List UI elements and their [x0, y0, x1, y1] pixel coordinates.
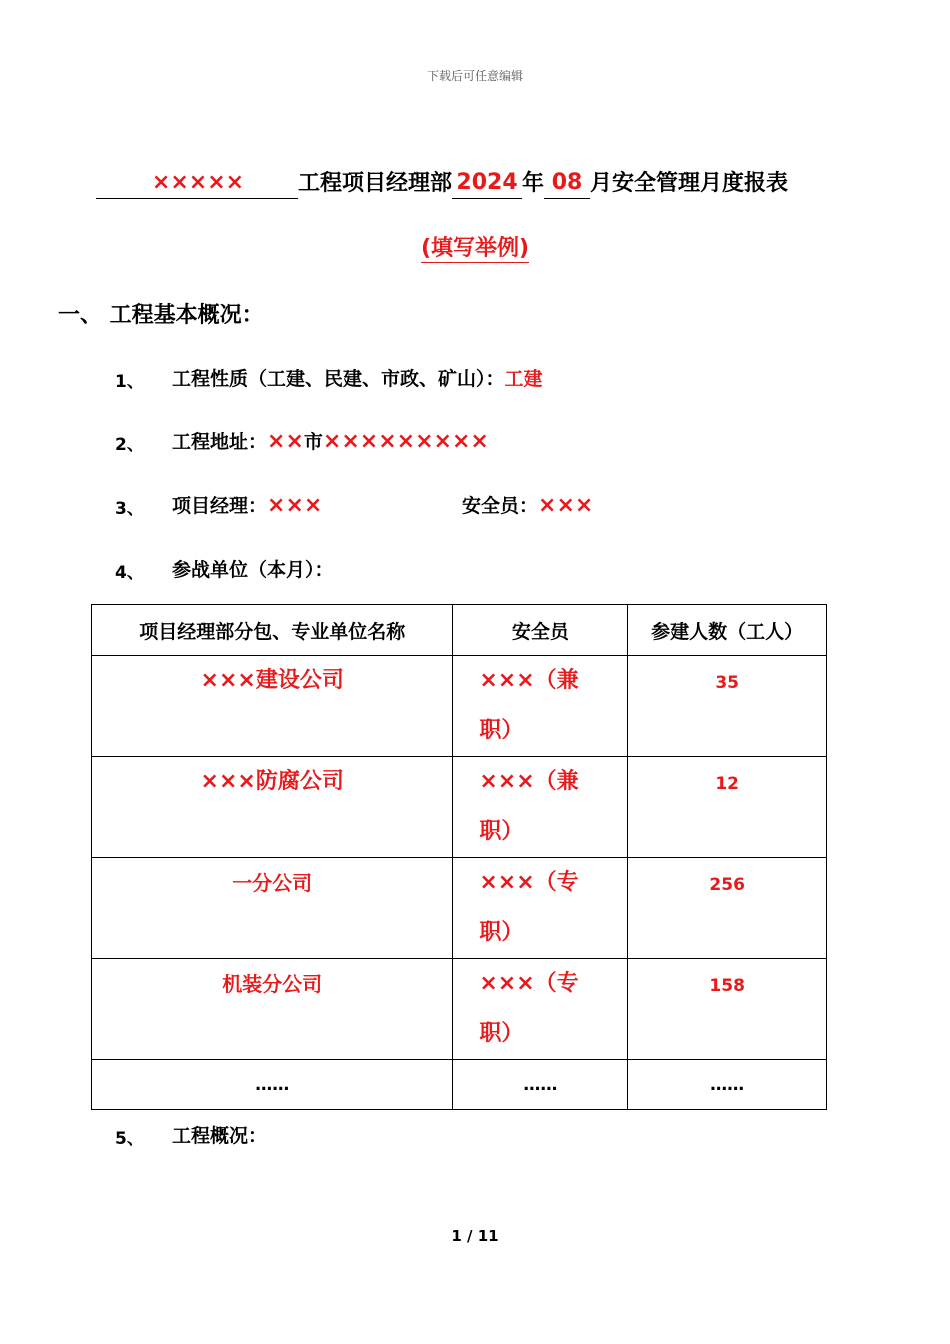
ellipsis-cell: ……	[453, 1060, 628, 1110]
table-header: 项目经理部分包、专业单位名称	[92, 605, 453, 656]
header-note: 下载后可任意编辑	[426, 69, 523, 83]
title-year: 2024	[452, 168, 522, 199]
table-header: 参建人数（工人）	[628, 605, 827, 656]
ellipsis-cell: ……	[628, 1060, 827, 1110]
table-header: 安全员	[453, 605, 628, 656]
page-number: 1 / 11	[451, 1227, 499, 1245]
item-label: 安全员：	[462, 495, 539, 517]
table-row	[92, 656, 827, 757]
table-row	[92, 959, 827, 1060]
table-row	[92, 858, 827, 959]
item-value: ×××××××××	[322, 429, 489, 454]
item-number: 3、	[115, 499, 144, 519]
item-row-2	[172, 427, 489, 454]
subtitle: (填写举例)	[420, 236, 530, 261]
item-value: 市	[303, 431, 323, 453]
item-row-1	[172, 364, 543, 391]
unit-count: 158	[709, 976, 745, 996]
title-company: ×××××	[134, 168, 262, 199]
unit-count: 256	[709, 875, 745, 895]
item-value: 工建	[504, 368, 543, 390]
item-label: 参战单位（本月）：	[172, 559, 334, 581]
item-label: 工程概况：	[172, 1125, 268, 1147]
title-text-1: 工程项目经理部	[298, 171, 453, 196]
units-table	[91, 604, 827, 1110]
section-heading: 一、 工程基本概况：	[58, 303, 264, 328]
ellipsis-cell: ……	[92, 1060, 453, 1110]
table-header-row	[92, 605, 827, 656]
item-row-3b	[462, 491, 593, 518]
report-title	[96, 168, 788, 199]
title-blank	[96, 168, 134, 199]
item-value: ×××	[267, 493, 323, 518]
title-text-2: 年	[522, 171, 545, 196]
item-value: ×××	[538, 493, 594, 518]
item-label: 项目经理：	[172, 495, 268, 517]
unit-count: 35	[715, 673, 739, 693]
title-month: 08	[544, 168, 590, 199]
item-label: 工程性质（工建、民建、市政、矿山）：	[172, 368, 505, 390]
table-row-ellipsis	[92, 1060, 827, 1110]
item-number: 1、	[115, 372, 144, 392]
unit-officer: ×××（兼职）	[479, 769, 579, 844]
unit-officer: ×××（专职）	[479, 971, 579, 1046]
item-row-3	[172, 491, 322, 518]
item-number: 5、	[115, 1129, 144, 1149]
unit-officer: ×××（专职）	[479, 870, 579, 945]
unit-count: 12	[715, 774, 739, 794]
unit-name: ×××防腐公司	[200, 769, 344, 794]
table-row	[92, 757, 827, 858]
unit-officer: ×××（兼职）	[479, 668, 579, 743]
item-label: 工程地址：	[172, 431, 268, 453]
item-number: 2、	[115, 435, 144, 455]
item-number: 4、	[115, 563, 144, 583]
unit-name: ×××建设公司	[200, 668, 344, 693]
item-value: ××	[267, 429, 304, 454]
title-text-3: 月安全管理月度报表	[590, 171, 789, 196]
unit-name: 一分公司	[232, 871, 313, 895]
unit-name: 机装分公司	[222, 972, 323, 996]
title-blank	[262, 168, 298, 199]
